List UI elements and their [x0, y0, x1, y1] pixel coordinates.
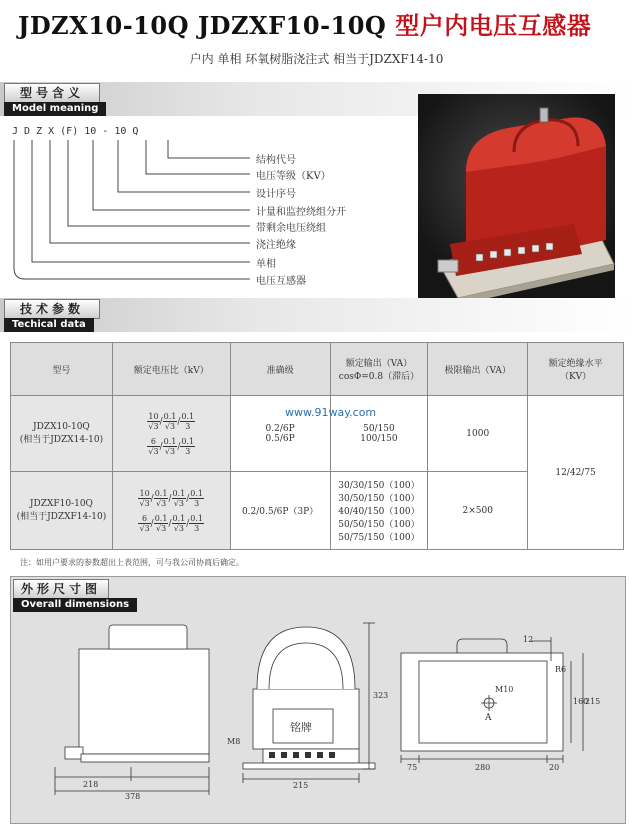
row2-ratio-b: $\frac{6}{√3}$ / $\frac{0.1}{√3}$ / $\frac{0.1}{√3}$ / $\frac{0.1}{3}$ — [139, 513, 204, 533]
row2-model-cell — [11, 472, 113, 550]
row1-model-cell — [11, 396, 113, 472]
model-label-separate: 计量和监控绕组分开 — [256, 207, 346, 218]
dim-m10: M10 — [495, 685, 514, 694]
model-section-title-en: Model meaning — [4, 102, 106, 116]
model-label-design: 设计序号 — [256, 189, 296, 200]
row2-output-cell — [330, 472, 428, 550]
row1-limit: 1000 — [428, 396, 528, 472]
dim-280: 280 — [475, 763, 491, 772]
row1-accuracy-a: 0.2/6P — [265, 423, 295, 434]
row2-output-3: 50/50/150（100） — [338, 520, 420, 530]
row2-output-1: 30/50/150（100） — [338, 494, 420, 504]
header-ratio: 额定电压比（kV） — [112, 343, 230, 396]
table-note: 注：如用户要求的参数超出上表范围，可与我公司协商后确定。 — [20, 558, 244, 567]
transformer-image — [418, 94, 615, 306]
dim-323: 323 — [373, 691, 389, 700]
row2-ratio-cell — [112, 472, 230, 550]
dim-r6: R6 — [555, 665, 567, 674]
insulation-level: 12/42/75 — [528, 396, 624, 550]
dimensions-panel — [10, 576, 626, 824]
row1-ratio-a: $\frac{10}{√3}$ / $\frac{0.1}{√3}$ / $\frac{0.1}{3}$ — [148, 411, 195, 431]
tech-section-title-cn: 技术参数 — [4, 299, 100, 319]
header-insulation — [528, 343, 624, 396]
dim-a: A — [485, 713, 492, 723]
model-label-structure: 结构代号 — [256, 155, 296, 166]
row2-output-2: 40/40/150（100） — [338, 507, 420, 517]
model-label-vt: 电压互感器 — [256, 276, 306, 287]
table-header-row — [11, 343, 624, 396]
dim-75: 75 — [407, 763, 418, 772]
row1-ratio-cell — [112, 396, 230, 472]
nameplate-label: 铭牌 — [290, 721, 312, 734]
row2-output-0: 30/30/150（100） — [338, 481, 420, 491]
model-label-residual: 带剩余电压绕组 — [256, 223, 326, 234]
row1-ratio-b: $\frac{6}{√3}$ / $\frac{0.1}{√3}$ / $\frac{0.1}{3}$ — [148, 436, 195, 456]
header-accuracy: 准确级 — [230, 343, 330, 396]
dim-12: 12 — [523, 635, 534, 644]
row2-output-4: 50/75/150（100） — [338, 533, 420, 543]
dim-215-height: 215 — [585, 697, 601, 706]
header-model: 型号 — [11, 343, 113, 396]
dims-section-title-cn: 外形尺寸图 — [13, 579, 109, 599]
model-label-single: 单相 — [256, 259, 276, 270]
model-label-voltage: 电压等级（KV） — [256, 171, 331, 182]
row2-model: JDZXF10-10Q — [29, 499, 93, 509]
dim-160: 160 — [573, 697, 589, 706]
row1-output-a: 50/150 — [363, 423, 395, 434]
header-limit: 极限输出（VA） — [428, 343, 528, 396]
header-output-main: 额定输出（VA） — [345, 359, 413, 369]
row1-equiv: (相当于JDZX14-10) — [19, 435, 104, 445]
title-name: 型户内电压互感器 — [395, 11, 592, 40]
header-insulation-unit: （KV） — [559, 372, 592, 382]
dims-section-title-en: Overall dimensions — [13, 598, 137, 612]
row2-limit: 2×500 — [428, 472, 528, 550]
row2-ratio-a: $\frac{10}{√3}$ / $\frac{0.1}{√3}$ / $\frac{0.1}{√3}$ / $\frac{0.1}{3}$ — [139, 488, 204, 508]
dim-378: 378 — [125, 792, 141, 801]
tech-section-title-en: Techical data — [4, 318, 94, 332]
row2-equiv: (相当于JDZXF14-10) — [16, 512, 107, 522]
subtitle: 户内 单相 环氧树脂浇注式 相当于JDZXF14-10 — [189, 52, 444, 66]
row1-output-b: 100/150 — [360, 433, 398, 444]
product-photo — [418, 94, 615, 306]
model-code: J D Z X (F) 10 - 10 Q — [12, 126, 139, 137]
row1-accuracy-b: 0.5/6P — [265, 433, 295, 444]
title-model: JDZX10-10Q JDZXF10-10Q — [18, 11, 387, 40]
dim-218: 218 — [83, 780, 99, 789]
header-insulation-main: 额定绝缘水平 — [548, 359, 603, 369]
header-output-sub: cosΦ=0.8（滞后） — [338, 372, 420, 382]
dim-m8: M8 — [227, 737, 241, 746]
dim-215-width: 215 — [293, 781, 309, 790]
header-output — [330, 343, 428, 396]
row2-accuracy: 0.2/0.5/6P（3P） — [230, 472, 330, 550]
model-section-title-cn: 型号含义 — [4, 83, 100, 103]
model-label-cast: 浇注绝缘 — [256, 240, 296, 251]
dim-20: 20 — [549, 763, 560, 772]
spec-table — [10, 342, 624, 550]
watermark-url: www.91way.com — [285, 406, 377, 419]
dimension-drawing — [11, 577, 625, 823]
row1-model: JDZX10-10Q — [33, 422, 90, 432]
